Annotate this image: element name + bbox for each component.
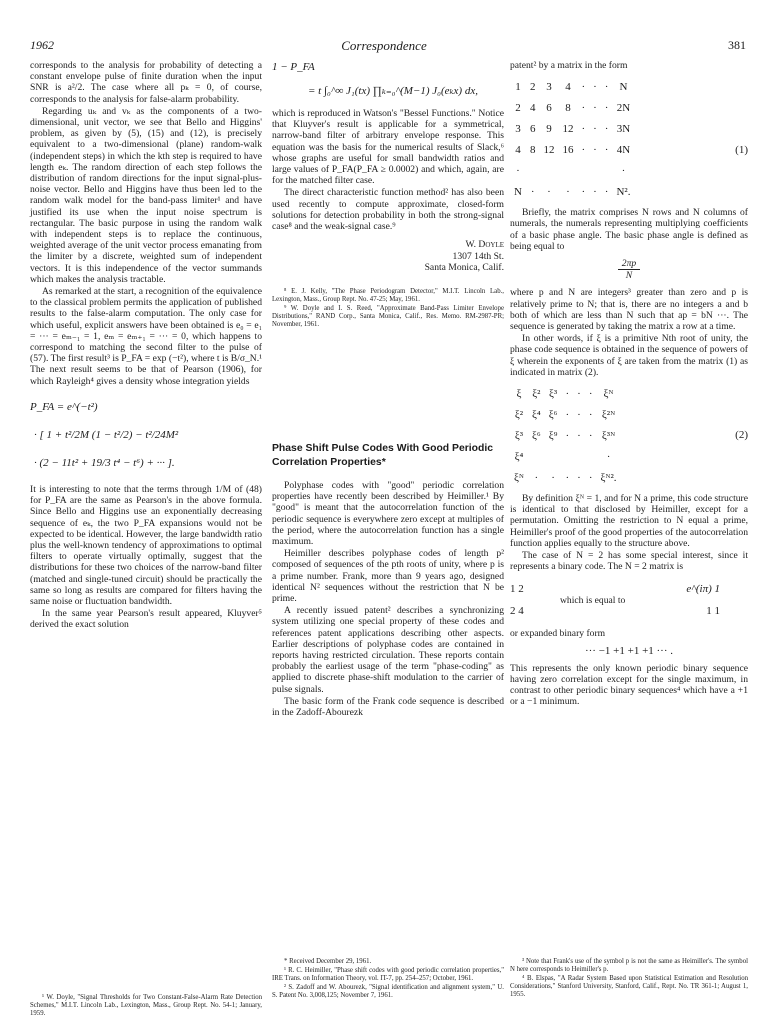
paragraph: The direct characteristic function method² has also been used recently to compute approximate, closed-form solutions for detection probability in both the strong-signal case⁸ and the weak-signal case.⁹ [272, 187, 504, 233]
paragraph: As remarked at the start, a recognition of the equivalence to the classical problem permits the application of published results to the false-alarm computation. The only case for which useful, explicit answers have been obtained is e₀ = e₁ = ··· = eₘ₋₁ = 1, eₘ = eₘ₊₁ = ··· = 0, which happens to correspond to matching the second filter to the pulse of (57). The first result³ is P_FA = exp (−t²), where t is B/σ_N.¹ The next result seems to be that of Pearson (1906), for which Rayleigh⁴ gives a density whose integration yields [30, 286, 262, 387]
paragraph: Polyphase codes with "good" periodic correlation properties have recently been described by Heimiller.¹ By "good" is meant that the autocorrelation function of the periodic sequence is everywhere zero except at multiples of the period, where the autocorrelation function has a single maximum. [272, 480, 504, 548]
phase-angle-fraction [618, 258, 640, 281]
matrix-cell: · [565, 408, 570, 421]
footnote: ¹ W. Doyle, "Signal Thresholds for Two Constant-False-Alarm Rate Detection Schemes," M.I.T. Lincoln Lab., Lexington, Mass., Group Rept. No. 54-1; January, 1959. [30, 994, 262, 1017]
matrix-cell: ξ²ᴺ [601, 408, 616, 421]
matrix-relation: which is equal to [560, 594, 626, 606]
matrix-cell: · [581, 102, 586, 115]
paragraph: Regarding uₖ and vₖ as the components of a two-dimensional, unit vector, we see that Bello and Higgins' problem, as given by (5), (15) and (12), is precisely equivalent to a two-dimensional (plane) random-walk (independent steps) in which the kth step is required to have length eₖ. The random direction of each step follows the distribution of random directions for the input signal-plus-noise vector. Bello and Higgins have thus been led to the random walk model for the band-pass limiter¹ and have justified its use when the input noise spectrum is rectangular. The basic purpose in using the random walk with independent steps is to replace the continuous, weighted average of the unit vector process emanating from the limiter by a discrete, weighted sum of independent vectors. It is this independence of the vector summands which makes the analysis tractable. [30, 105, 262, 285]
matrix-row [510, 77, 634, 98]
matrix-cell: · [604, 123, 609, 136]
matrix-cell: 4 [565, 81, 571, 94]
matrix-cell [577, 161, 589, 182]
paragraph: Heimiller describes polyphase codes of length p² composed of sequences of the pth roots of unity, where p is a prime number. Frank, more than 9 years ago, designed identical N² sequences without the restriction that N be prime. [272, 548, 504, 605]
matrix-cell: · [577, 429, 581, 442]
paragraph: or expanded binary form [510, 628, 606, 640]
equation-pfa: P_FA = e^(−t²) [30, 400, 98, 413]
matrix-cell: · [577, 387, 581, 400]
matrix-cell: ξ⁴ [532, 408, 541, 421]
paragraph: The case of N = 2 has some special interest, since it represents a binary code. The N = 2 matrix is [510, 550, 748, 573]
paragraph: This represents the only known periodic binary sequence having zero correlation except for the single maximum, in contrast to other periodic binary sequences⁴ which have a +1 or a −1 minimum. [510, 662, 748, 708]
matrix-row [510, 426, 621, 447]
matrix-cell: 8 [529, 144, 536, 157]
matrix-row [510, 119, 634, 140]
matrix-cell: ξ⁹ [548, 429, 558, 442]
matrix-cell: ξ² [514, 408, 524, 421]
matrix-cell: · [566, 186, 570, 199]
matrix-cell: 2 [529, 81, 536, 94]
matrix-cell: 3 [546, 81, 552, 94]
matrix-cell: · [516, 165, 520, 178]
matrix-cell: 6 [529, 123, 536, 136]
matrix-row [510, 384, 621, 405]
paragraph: A recently issued patent² describes a synchronizing system utilizing one special property of these codes and references patent applications describing other aspects. Earlier descriptions of polyphase codes are contained in reports having restricted circulation. These reports contain probably the earliest usage of the term "phase-coding" as applied to discrete phase-shift modulation to the carrier of pulse signals. [272, 605, 504, 695]
matrix-cell: · [604, 186, 609, 199]
fraction-numerator: 2πp [618, 258, 640, 270]
matrix-cell: · [581, 144, 586, 157]
matrix-cell: · [604, 81, 609, 94]
footnote: * Received December 29, 1961. [284, 958, 372, 965]
matrix-cell: · [577, 471, 581, 484]
matrix-cell: ξ [516, 387, 522, 400]
paragraph: Briefly, the matrix comprises N rows and N columns of numerals, the numerals representing multiplying coefficients of a basic phase angle. The basic phase angle is defined as being equal to [510, 207, 748, 252]
article-title: Phase Shift Pulse Codes With Good Periodic Correlation Properties* [272, 443, 494, 469]
matrix-cell: 2N [616, 102, 631, 115]
matrix-1 [510, 77, 748, 203]
matrix-cell [526, 161, 540, 182]
matrix-row [510, 405, 621, 426]
matrix-cell: · [621, 165, 626, 178]
paragraph: The basic form of the Frank code sequence is described in the Zadoff-Abourezk [272, 695, 504, 719]
matrix-cell: · [577, 408, 581, 421]
matrix-cell: · [565, 387, 570, 400]
matrix-cell: 9 [546, 123, 552, 136]
matrix-cell: ξ³ [514, 429, 524, 442]
matrix-cell: 16 [562, 144, 574, 157]
paragraph: where p and N are integers³ greater than zero and p is relatively prime to N; that is, there are no integers a and b both of which are less than N such that ap = bN ···. The sequence is generated by taking the matrix a row at a time. [510, 287, 748, 333]
section-title: Correspondence [341, 38, 427, 53]
equation-number: (1) [735, 144, 748, 157]
paragraph: which is reproduced in Watson's "Bessel Functions." Notice that Kluyver's result is applicable for a symmetrical, narrow-band filter of arbitrary envelope response. This equation was the basis for the numerical results of Slack,⁶ whose graphs are useful for small bandwidth ratios and large values of P_FA(P_FA ≥ 0.0002) and which, again, are for the matched filter case. [272, 108, 504, 187]
paragraph: corresponds to the analysis for probability of detecting a constant envelope pulse of finite duration when the input SNR is a²/2. The case where all pₖ = 0, of course, corresponds to the analysis for false-alarm probability. [30, 60, 262, 105]
fraction-denominator: N [625, 270, 633, 282]
matrix-cell: · [588, 429, 593, 442]
matrix-cell: · [530, 186, 535, 199]
matrix-cell: N². [616, 186, 631, 199]
equation-kluyver-rhs: = t ∫₀^∞ J₁(tx) ∏ₖ₌₀^(M−1) J₀(eₖx) dx, [308, 85, 478, 97]
footnote: ⁸ E. J. Kelly, "The Phase Periodogram Detector," M.I.T. Lincoln Lab., Lexington, Mass., Group Rept. No. 47-25; May, 1961. [272, 288, 504, 304]
matrix-table [510, 77, 634, 203]
footnote: ³ Note that Frank's use of the symbol p is not the same as Heimiller's. The symbol N here corresponds to Heimiller's p. [510, 958, 748, 973]
matrix-cell: N [514, 186, 522, 199]
matrix-cell [562, 447, 574, 468]
column-middle [272, 60, 504, 999]
paragraph: patent² by a matrix in the form [510, 60, 628, 71]
matrix-cell: · [588, 471, 593, 484]
matrix-cell: · [565, 471, 570, 484]
matrix-row: 1 2 [510, 583, 524, 596]
matrix-table [510, 384, 621, 489]
matrix-cell: · [604, 144, 609, 157]
footnote: ⁹ W. Doyle and I. S. Reed, "Approximate Band-Pass Limiter Envelope Distributions," RAND Corp., Santa Monica, Calif., Res. Memo. RM-2987-PR; November, 1961. [272, 305, 504, 329]
matrix-row [510, 140, 634, 161]
page-year: 1962 [30, 38, 54, 52]
matrix-cell: · [593, 186, 597, 199]
matrix-cell: 12 [562, 123, 574, 136]
matrix-cell: ξ⁶ [548, 408, 558, 421]
paragraph: By definition ξᴺ = 1, and for N a prime, this code structure is identical to that disclosed by Heimiller, except for a permutation. Omitting the restriction to N equal a prime, Heimiller's proof of the good properties of the autocorrelation function applies equally to the structure above. [510, 493, 748, 549]
matrix-row: 2 4 [510, 605, 524, 618]
matrix-row [510, 182, 634, 203]
paragraph: In the same year Pearson's result appeared, Kluyver⁵ derived the exact solution [30, 608, 262, 631]
matrix-cell: 6 [546, 102, 552, 115]
matrix-cell: ξ⁶ [532, 429, 541, 442]
matrix-2 [510, 384, 748, 489]
matrix-cell: · [593, 123, 597, 136]
column-left [30, 60, 262, 1017]
matrix-cell: · [588, 408, 593, 421]
matrix-row [510, 447, 621, 468]
matrix-cell [589, 161, 601, 182]
matrix-cell: ξ² [532, 387, 541, 400]
matrix-cell: 3 [515, 123, 521, 136]
matrix-cell [528, 447, 545, 468]
matrix-cell: 4 [515, 144, 521, 157]
matrix-cell: ξᴺ². [600, 471, 617, 484]
footnote: ⁴ B. Elspas, "A Radar System Based upon Statistical Estimation and Resolution Considerations," Stanford University, Stanford, Calif., Rept. No. TR 361-1; August 1, 1955. [510, 975, 748, 998]
author-name: W. Doyle [465, 239, 504, 251]
matrix-cell [545, 447, 562, 468]
matrix-cell: · [581, 81, 586, 94]
equation-number: (2) [735, 429, 748, 442]
matrix-cell: N [619, 81, 628, 94]
matrix-cell: · [604, 102, 609, 115]
matrix-cell: 4N [616, 144, 631, 157]
paragraph: In other words, if ξ is a primitive Nth root of unity, the phase code sequence is obtained in the sequence of powers of ξ wherein the exponents of ξ are taken from the matrix (1) as indicated in matrix (2). [510, 333, 748, 378]
matrix-cell: ξ⁴ [514, 450, 524, 463]
equation-series-1: · [ 1 + t²/2M (1 − t²/2) − t²/24M² [34, 428, 179, 441]
matrix-cell: · [588, 387, 593, 400]
matrix-cell [539, 161, 558, 182]
matrix-cell: · [606, 450, 611, 463]
matrix-cell [573, 447, 585, 468]
matrix-cell: 1 [515, 81, 521, 94]
matrix-cell: 12 [543, 144, 555, 157]
matrix-cell: · [534, 471, 539, 484]
author-city: Santa Monica, Calif. [424, 262, 504, 274]
matrix-cell: ξ³ [549, 387, 558, 400]
matrix-cell: 8 [565, 102, 571, 115]
matrix-cell: ξᴺ [514, 471, 524, 484]
matrix-row: e^(iπ) 1 [686, 583, 720, 596]
matrix-cell [558, 161, 577, 182]
matrix-row [510, 161, 634, 182]
matrix-cell: · [565, 429, 570, 442]
equation-series-2: · (2 − 11t² + 19/3 t⁴ − t⁶) + ··· ]. [34, 456, 175, 469]
matrix-cell: ξᴺ [603, 387, 614, 400]
paragraph: It is interesting to note that the terms through 1/M of (48) for P_FA are the same as Pearson's in the above formula. Since Bello and Higgins use an exponentially decreasing sequence of eₖ, the two P_FA expansions would not be expected to be identical. However, the large bandwidth ratio plus the well-known tendency of approximations to optimal filters to operate virtually optimally, suggest that the distributions for these two choices of the narrow-band filter (matched and single-tuned circuit) should be practically the same so long as results are compared for filters having the same noise or fluctuation bandwidth. [30, 483, 262, 607]
matrix-cell: 2 [515, 102, 521, 115]
matrix-cell: · [551, 471, 555, 484]
matrix-cell: · [593, 102, 597, 115]
matrix-cell: · [547, 186, 551, 199]
matrix-cell: · [593, 81, 597, 94]
matrix-3 [510, 578, 748, 622]
matrix-cell: · [581, 186, 586, 199]
column-right [510, 60, 748, 998]
matrix-cell: ξ³ᴺ [601, 429, 616, 442]
footnote: ¹ R. C. Heimiller, "Phase shift codes with good periodic correlation properties," IRE Trans. on Information Theory, vol. IT-7, pp. 254–257; October, 1961. [272, 967, 504, 982]
matrix-cell [585, 447, 597, 468]
matrix-cell: 3N [616, 123, 631, 136]
matrix-cell: 4 [529, 102, 536, 115]
matrix-cell: · [593, 144, 597, 157]
matrix-row: 1 1 [706, 605, 720, 618]
matrix-row [510, 98, 634, 119]
binary-sequence: ··· −1 +1 +1 +1 ··· . [584, 644, 674, 657]
matrix-row [510, 468, 621, 489]
author-address: 1307 14th St. [452, 250, 504, 262]
footnote: ² S. Zadoff and W. Abourezk, "Signal identification and alignment system," U. S. Patent No. 3,008,125; November 7, 1961. [272, 984, 504, 999]
equation-kluyver-lhs: 1 − P_FA [272, 61, 315, 73]
matrix-cell: · [581, 123, 586, 136]
page-number: 381 [728, 38, 746, 52]
matrix-cell [601, 161, 613, 182]
